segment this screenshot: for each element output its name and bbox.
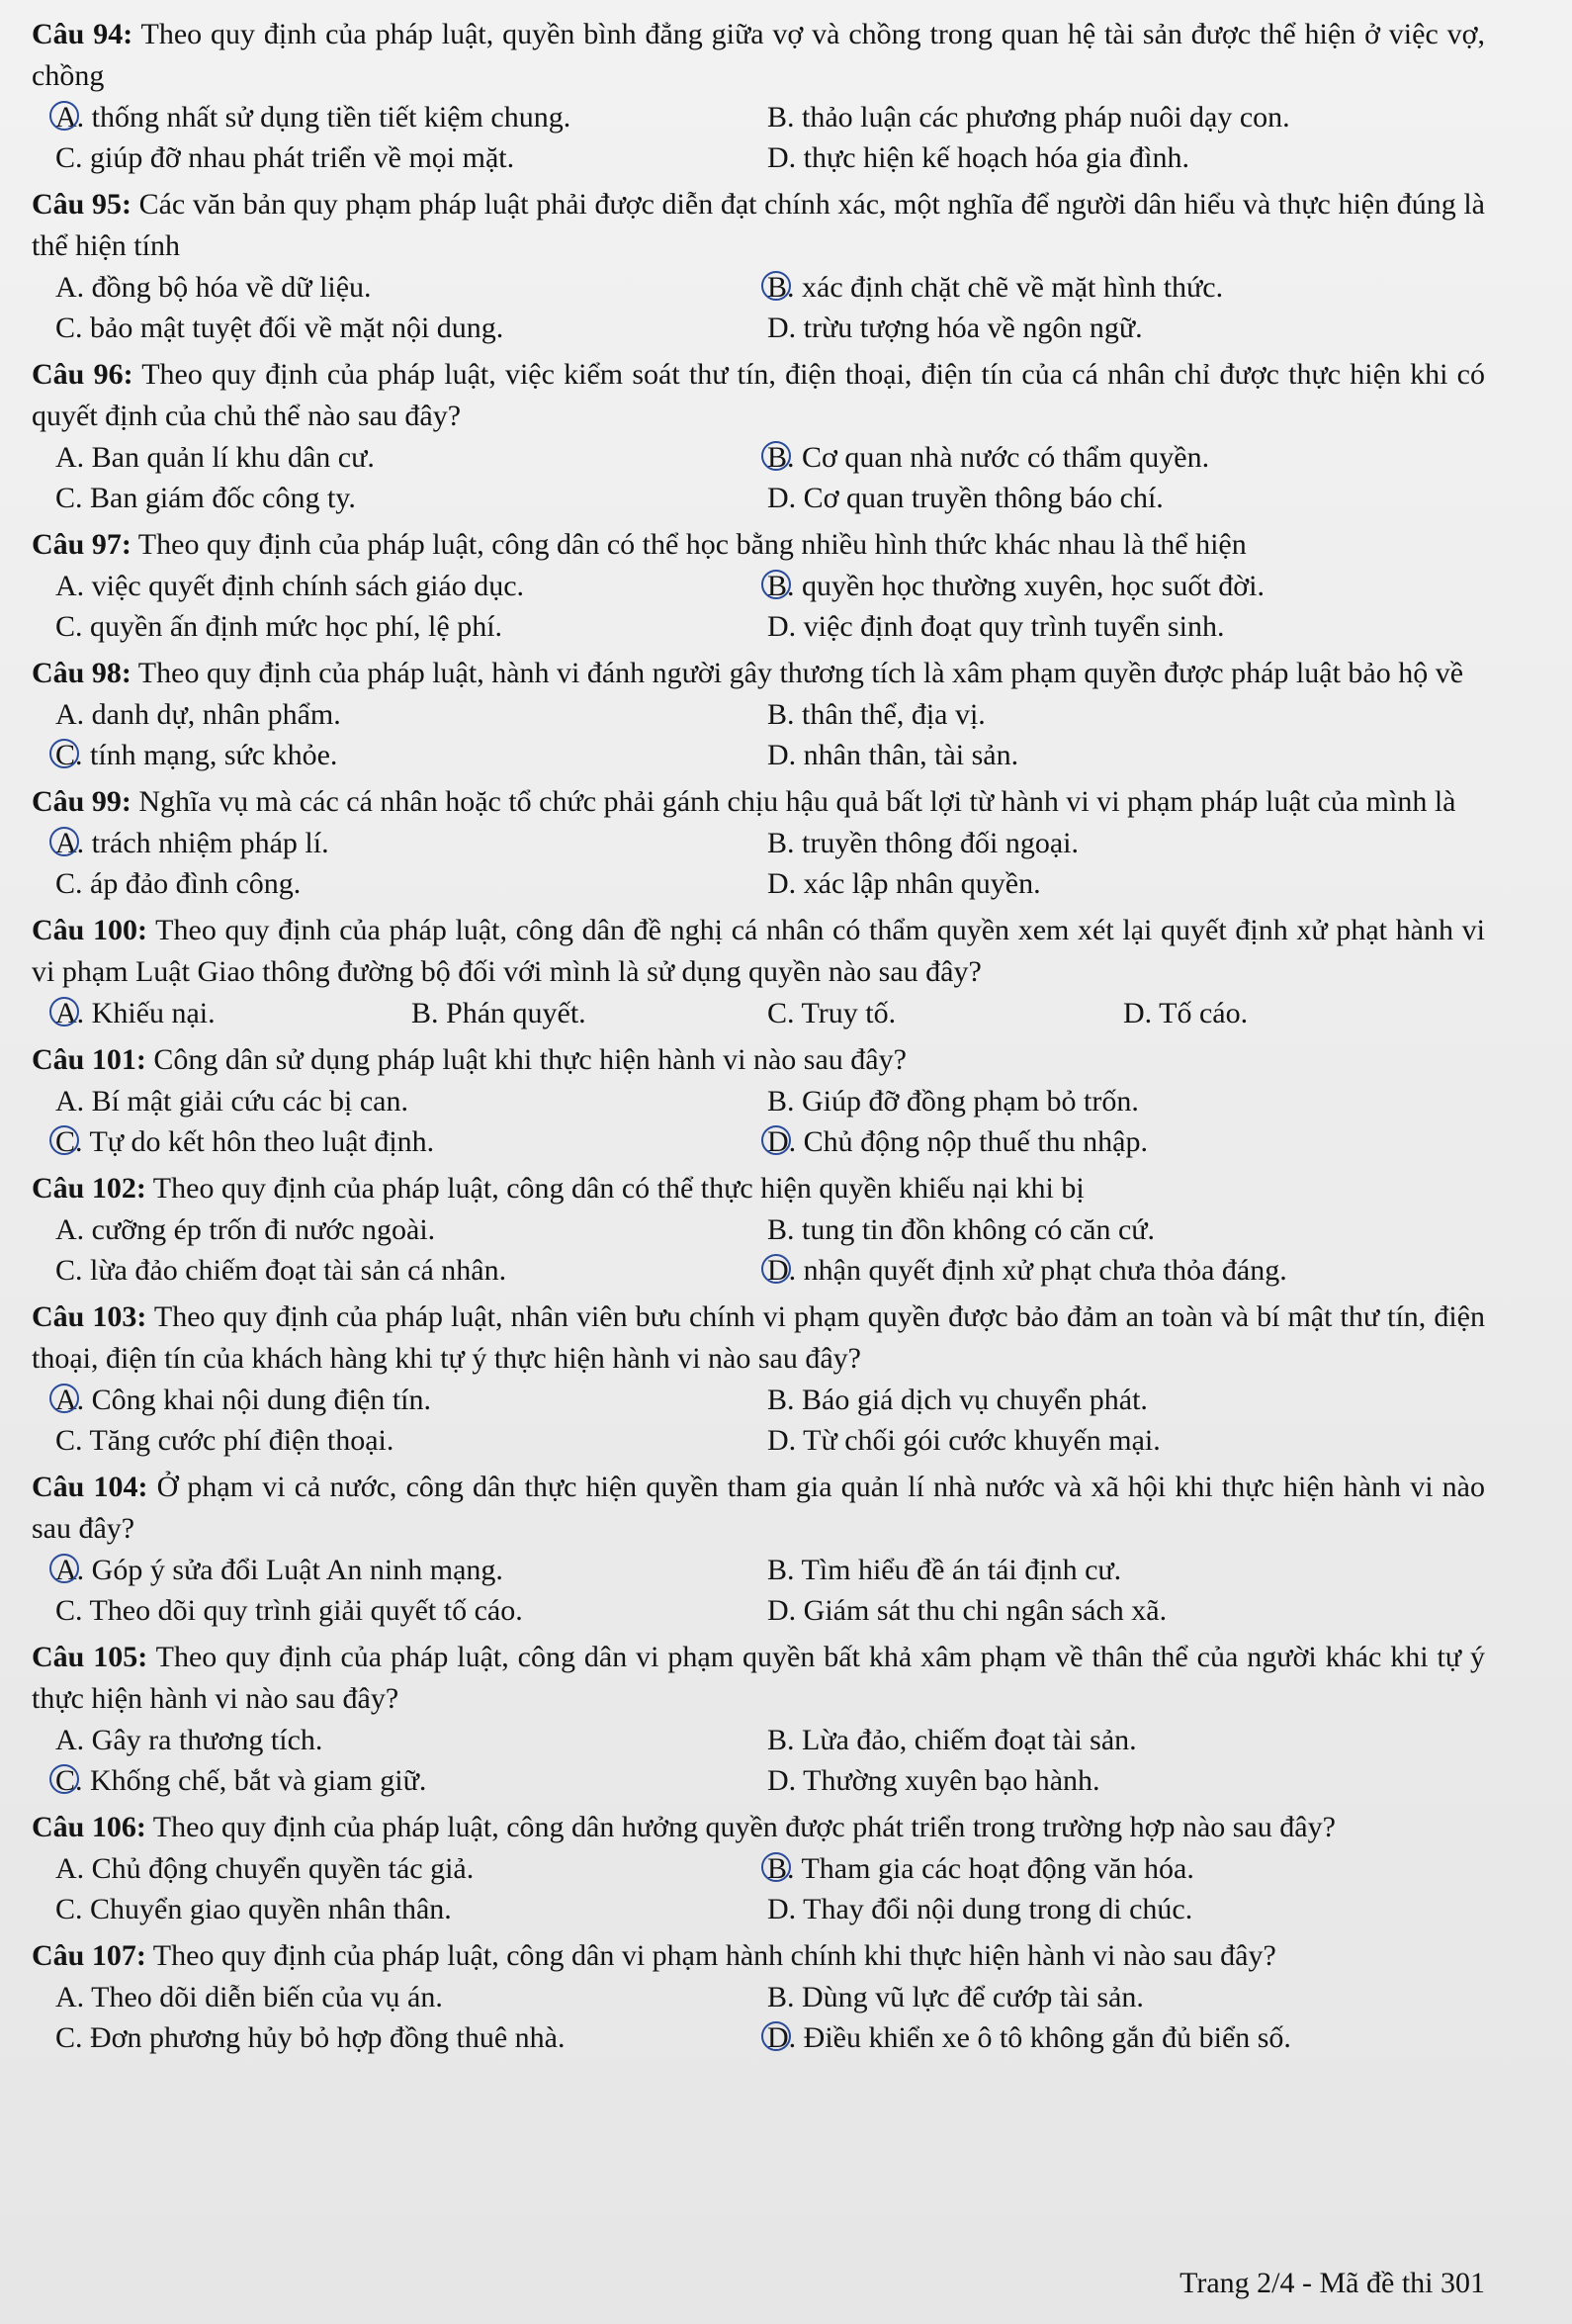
answer-letter-circled: B. [767, 566, 795, 606]
answer-text: Cơ quan truyền thông báo chí. [796, 482, 1164, 514]
answer-letter-circled: A. [55, 823, 84, 863]
answer-letter-circled: A. [55, 1380, 84, 1420]
question-list [32, 14, 1485, 2058]
answer-text: Truy tố. [794, 997, 897, 1029]
answer-text: Công khai nội dung điện tín. [84, 1384, 431, 1416]
answer-text: Phán quyết. [438, 997, 586, 1029]
answer-options [32, 97, 1485, 178]
question-block [32, 1467, 1485, 1631]
answer-option [55, 606, 767, 647]
answer-option [767, 267, 1479, 308]
question-block [32, 354, 1485, 518]
answer-option [767, 694, 1479, 735]
question-number: Câu 99: [32, 785, 131, 818]
question-number: Câu 102: [32, 1172, 146, 1205]
answer-option [767, 1848, 1479, 1889]
question-number: Câu 98: [32, 657, 131, 689]
answer-text: Tham gia các hoạt động văn hóa. [794, 1852, 1194, 1885]
answer-letter-circled: C. [55, 1760, 83, 1801]
question-text: Theo quy định của pháp luật, hành vi đánh người gây thương tích là xâm phạm quyền được pháp luật bảo hộ về [131, 657, 1464, 689]
answer-letter: A. [55, 1852, 85, 1885]
answer-option [55, 1977, 767, 2017]
answer-text: Điều khiển xe ô tô không gắn đủ biển số. [796, 2021, 1291, 2054]
answer-option [411, 993, 767, 1033]
answer-option [55, 1081, 767, 1121]
question-stem [32, 524, 1485, 566]
answer-text: Tự do kết hôn theo luật định. [82, 1125, 435, 1158]
answer-text: thân thể, địa vị. [794, 698, 986, 731]
question-text: Nghĩa vụ mà các cá nhân hoặc tổ chức phải gánh chịu hậu quả bất lợi từ hành vi vi phạm pháp luật của mình là [131, 785, 1456, 818]
answer-option [1123, 993, 1479, 1033]
answer-letter-circled: A. [55, 1550, 84, 1590]
answer-option [55, 478, 767, 518]
answer-text: Tìm hiểu đề án tái định cư. [794, 1554, 1122, 1586]
question-block [32, 14, 1485, 178]
answer-option [55, 1889, 767, 1929]
question-number: Câu 94: [32, 18, 133, 50]
answer-option [767, 97, 1479, 137]
answer-letter: D. [767, 312, 797, 344]
answer-letter: A. [55, 570, 85, 602]
answer-option [767, 1889, 1479, 1929]
question-stem [32, 1168, 1485, 1209]
answer-text: Thường xuyên bạo hành. [796, 1764, 1100, 1797]
answer-option [767, 823, 1479, 863]
answer-text: Giám sát thu chi ngân sách xã. [796, 1594, 1168, 1627]
answer-text: Dùng vũ lực để cướp tài sản. [794, 1981, 1144, 2013]
question-text: Theo quy định của pháp luật, công dân có thể thực hiện quyền khiếu nại khi bị [145, 1172, 1085, 1205]
answer-option [55, 1250, 767, 1291]
answer-option [55, 1848, 767, 1889]
answer-letter: D. [767, 1594, 797, 1627]
answer-letter: A. [55, 698, 85, 731]
answer-letter: B. [767, 1213, 795, 1246]
answer-letter-circled: D. [767, 1121, 796, 1162]
answer-text: Cơ quan nhà nước có thẩm quyền. [794, 441, 1210, 474]
question-stem [32, 354, 1485, 437]
answer-text: Từ chối gói cước khuyến mại. [796, 1424, 1161, 1457]
answer-text: lừa đảo chiếm đoạt tài sản cá nhân. [82, 1254, 507, 1287]
answer-text: xác lập nhân quyền. [796, 867, 1041, 900]
question-text: Ở phạm vi cả nước, công dân thực hiện quyền tham gia quản lí nhà nước và xã hội khi thực hiện hành vi nào sau đây? [32, 1471, 1485, 1545]
answer-text: việc quyết định chính sách giáo dục. [84, 570, 525, 602]
answer-text: quyền ấn định mức học phí, lệ phí. [82, 610, 503, 643]
answer-letter: D. [767, 482, 797, 514]
answer-letter: C. [767, 997, 795, 1029]
answer-options [32, 1848, 1485, 1929]
answer-option [55, 267, 767, 308]
question-text: Theo quy định của pháp luật, công dân đề nghị cá nhân có thẩm quyền xem xét lại quyết định xử phạt hành vi vi phạm Luật Giao thông đường bộ đối với mình là sử dụng quyền nào sau đây? [32, 914, 1485, 988]
answer-option [55, 1720, 767, 1760]
question-stem [32, 1296, 1485, 1380]
answer-option [767, 993, 1123, 1033]
question-stem [32, 1039, 1485, 1081]
answer-option [55, 694, 767, 735]
question-number: Câu 96: [32, 358, 133, 391]
answer-letter-circled: A. [55, 993, 84, 1033]
answer-text: bảo mật tuyệt đối về mặt nội dung. [82, 312, 504, 344]
answer-letter: A. [55, 271, 85, 304]
answer-option [767, 1977, 1479, 2017]
answer-letter-circled: D. [767, 2017, 796, 2058]
answer-option [767, 606, 1479, 647]
question-text: Theo quy định của pháp luật, quyền bình đẳng giữa vợ và chồng trong quan hệ tài sản được thể hiện ở việc vợ, chồng [32, 18, 1485, 92]
answer-options [32, 1720, 1485, 1801]
answer-text: Lừa đảo, chiếm đoạt tài sản. [794, 1724, 1137, 1756]
answer-text: Thay đổi nội dung trong di chúc. [796, 1893, 1193, 1925]
question-stem [32, 910, 1485, 993]
answer-option [767, 1420, 1479, 1461]
answer-text: Ban giám đốc công ty. [82, 482, 356, 514]
answer-letter: B. [411, 997, 439, 1029]
answer-option [767, 1380, 1479, 1420]
answer-option [767, 1590, 1479, 1631]
answer-letter-circled: B. [767, 437, 795, 478]
answer-letter: A. [55, 1085, 85, 1117]
answer-letter: D. [767, 1893, 797, 1925]
answer-text: Bí mật giải cứu các bị can. [84, 1085, 408, 1117]
answer-option [767, 308, 1479, 348]
question-number: Câu 106: [32, 1811, 146, 1843]
answer-text: nhận quyết định xử phạt chưa thỏa đáng. [796, 1254, 1287, 1287]
question-block [32, 1168, 1485, 1291]
answer-option [55, 308, 767, 348]
answer-options [32, 993, 1485, 1033]
answer-option [767, 1720, 1479, 1760]
answer-letter: D. [767, 141, 797, 174]
answer-letter: A. [55, 1981, 85, 2013]
answer-letter: C. [55, 1254, 83, 1287]
answer-option [767, 1760, 1479, 1801]
answer-letter: B. [767, 101, 795, 134]
answer-letter: B. [767, 1724, 795, 1756]
answer-option [55, 735, 767, 775]
answer-letter: D. [767, 739, 797, 771]
question-block [32, 524, 1485, 647]
answer-text: Chủ động nộp thuế thu nhập. [796, 1125, 1148, 1158]
answer-letter: D. [767, 610, 797, 643]
answer-text: thực hiện kế hoạch hóa gia đình. [796, 141, 1189, 174]
answer-text: Chuyển giao quyền nhân thân. [82, 1893, 452, 1925]
answer-option [767, 863, 1479, 904]
question-block [32, 910, 1485, 1033]
question-stem [32, 1807, 1485, 1848]
answer-option [767, 1081, 1479, 1121]
answer-text: Khiếu nại. [84, 997, 216, 1029]
question-block [32, 184, 1485, 348]
page-footer: Trang 2/4 - Mã đề thi 301 [1179, 2267, 1485, 2299]
answer-options [32, 1977, 1485, 2058]
question-number: Câu 95: [32, 188, 131, 221]
answer-text: Gây ra thương tích. [84, 1724, 323, 1756]
answer-letter-circled: B. [767, 267, 795, 308]
answer-letter: D. [1123, 997, 1153, 1029]
question-number: Câu 107: [32, 1939, 146, 1972]
answer-text: nhân thân, tài sản. [796, 739, 1019, 771]
answer-option [55, 1121, 767, 1162]
answer-option [55, 437, 767, 478]
answer-text: đồng bộ hóa về dữ liệu. [84, 271, 372, 304]
answer-letter: B. [767, 1085, 795, 1117]
answer-option [767, 1250, 1479, 1291]
answer-letter: C. [55, 610, 83, 643]
answer-text: Góp ý sửa đổi Luật An ninh mạng. [84, 1554, 503, 1586]
answer-text: cưỡng ép trốn đi nước ngoài. [84, 1213, 436, 1246]
answer-text: Báo giá dịch vụ chuyển phát. [794, 1384, 1148, 1416]
question-text: Theo quy định của pháp luật, công dân hưởng quyền được phát triển trong trường hợp nào sau đây? [145, 1811, 1336, 1843]
answer-text: tính mạng, sức khỏe. [82, 739, 338, 771]
answer-option [767, 437, 1479, 478]
answer-text: áp đảo đình công. [82, 867, 302, 900]
question-text: Công dân sử dụng pháp luật khi thực hiện hành vi nào sau đây? [145, 1043, 907, 1076]
answer-options [32, 1380, 1485, 1461]
answer-text: Giúp đỡ đồng phạm bỏ trốn. [794, 1085, 1139, 1117]
question-stem [32, 653, 1485, 694]
answer-letter: C. [55, 482, 83, 514]
question-block [32, 781, 1485, 904]
answer-letter: C. [55, 2021, 83, 2054]
answer-options [32, 267, 1485, 348]
answer-options [32, 1550, 1485, 1631]
question-stem [32, 1935, 1485, 1977]
answer-text: danh dự, nhân phẩm. [84, 698, 341, 731]
answer-letter-circled: C. [55, 735, 83, 775]
answer-text: giúp đỡ nhau phát triển về mọi mặt. [82, 141, 515, 174]
answer-option [55, 1209, 767, 1250]
question-text: Theo quy định của pháp luật, công dân vi phạm hành chính khi thực hiện hành vi nào sau đây? [145, 1939, 1276, 1972]
answer-option [767, 2017, 1479, 2058]
answer-text: việc định đoạt quy trình tuyển sinh. [796, 610, 1225, 643]
answer-option [767, 1121, 1479, 1162]
answer-options [32, 437, 1485, 518]
answer-option [767, 735, 1479, 775]
question-number: Câu 101: [32, 1043, 146, 1076]
answer-option [55, 566, 767, 606]
question-block [32, 1296, 1485, 1461]
answer-option [767, 566, 1479, 606]
answer-option [767, 1209, 1479, 1250]
answer-option [55, 993, 411, 1033]
answer-text: Ban quản lí khu dân cư. [84, 441, 375, 474]
answer-text: Khống chế, bắt và giam giữ. [82, 1764, 427, 1797]
answer-letter: C. [55, 1594, 83, 1627]
question-number: Câu 104: [32, 1471, 148, 1503]
answer-letter: A. [55, 1213, 85, 1246]
answer-letter-circled: A. [55, 97, 84, 137]
answer-text: tung tin đồn không có căn cứ. [794, 1213, 1156, 1246]
answer-option [55, 1550, 767, 1590]
answer-text: xác định chặt chẽ về mặt hình thức. [794, 271, 1224, 304]
answer-option [55, 97, 767, 137]
answer-letter: B. [767, 698, 795, 731]
answer-option [767, 1550, 1479, 1590]
answer-text: Chủ động chuyển quyền tác giả. [84, 1852, 475, 1885]
answer-text: thống nhất sử dụng tiền tiết kiệm chung. [84, 101, 571, 134]
answer-text: Theo dõi diễn biến của vụ án. [84, 1981, 443, 2013]
answer-option [767, 137, 1479, 178]
answer-text: quyền học thường xuyên, học suốt đời. [794, 570, 1265, 602]
question-number: Câu 105: [32, 1641, 148, 1673]
question-number: Câu 97: [32, 528, 131, 561]
question-block [32, 1637, 1485, 1801]
question-block [32, 1807, 1485, 1929]
question-stem [32, 14, 1485, 97]
answer-letter: B. [767, 827, 795, 859]
answer-letter: D. [767, 1424, 797, 1457]
answer-text: trừu tượng hóa về ngôn ngữ. [796, 312, 1143, 344]
answer-letter: C. [55, 312, 83, 344]
answer-option [55, 1760, 767, 1801]
question-block [32, 1935, 1485, 2058]
answer-text: Tăng cước phí điện thoại. [82, 1424, 394, 1457]
question-text: Các văn bản quy phạm pháp luật phải được diễn đạt chính xác, một nghĩa để người dân hiểu và thực hiện đúng là thể hiện tính [32, 188, 1485, 262]
question-text: Theo quy định của pháp luật, việc kiểm soát thư tín, điện thoại, điện tín của cá nhân chỉ được thực hiện khi có quyết định của chủ thể nào sau đây? [32, 358, 1485, 432]
answer-option [55, 1420, 767, 1461]
answer-letter: C. [55, 1893, 83, 1925]
question-stem [32, 781, 1485, 823]
answer-option [55, 823, 767, 863]
answer-option [55, 1590, 767, 1631]
answer-text: trách nhiệm pháp lí. [84, 827, 329, 859]
answer-letter: B. [767, 1384, 795, 1416]
answer-text: Theo dõi quy trình giải quyết tố cáo. [82, 1594, 523, 1627]
answer-letter: C. [55, 1424, 83, 1457]
answer-letter: C. [55, 867, 83, 900]
answer-options [32, 823, 1485, 904]
question-block [32, 653, 1485, 775]
answer-letter-circled: D. [767, 1250, 796, 1291]
question-stem [32, 1467, 1485, 1550]
question-text: Theo quy định của pháp luật, công dân có thể học bằng nhiều hình thức khác nhau là thể hiện [131, 528, 1247, 561]
question-number: Câu 100: [32, 914, 148, 946]
answer-letter: B. [767, 1981, 795, 2013]
answer-letter-circled: B. [767, 1848, 795, 1889]
answer-text: truyền thông đối ngoại. [794, 827, 1079, 859]
answer-text: thảo luận các phương pháp nuôi dạy con. [794, 101, 1290, 134]
answer-options [32, 1209, 1485, 1291]
answer-text: Đơn phương hủy bỏ hợp đồng thuê nhà. [82, 2021, 566, 2054]
question-block [32, 1039, 1485, 1162]
answer-options [32, 566, 1485, 647]
answer-letter: D. [767, 1764, 797, 1797]
answer-letter: B. [767, 1554, 795, 1586]
answer-letter: C. [55, 141, 83, 174]
answer-options [32, 1081, 1485, 1162]
question-text: Theo quy định của pháp luật, công dân vi phạm quyền bất khả xâm phạm về thân thể của người khác khi tự ý thực hiện hành vi nào sau đây? [32, 1641, 1485, 1715]
answer-option [55, 863, 767, 904]
question-stem [32, 1637, 1485, 1720]
question-stem [32, 184, 1485, 267]
answer-text: Tố cáo. [1152, 997, 1249, 1029]
question-text: Theo quy định của pháp luật, nhân viên bưu chính vi phạm quyền được bảo đảm an toàn và bí mật thư tín, điện thoại, điện tín của khách hàng khi tự ý thực hiện hành vi nào sau đây? [32, 1300, 1485, 1375]
answer-letter: D. [767, 867, 797, 900]
answer-option [55, 2017, 767, 2058]
answer-option [55, 1380, 767, 1420]
answer-options [32, 694, 1485, 775]
answer-option [55, 137, 767, 178]
answer-option [767, 478, 1479, 518]
answer-letter-circled: C. [55, 1121, 83, 1162]
answer-letter: A. [55, 441, 85, 474]
answer-letter: A. [55, 1724, 85, 1756]
question-number: Câu 103: [32, 1300, 147, 1333]
